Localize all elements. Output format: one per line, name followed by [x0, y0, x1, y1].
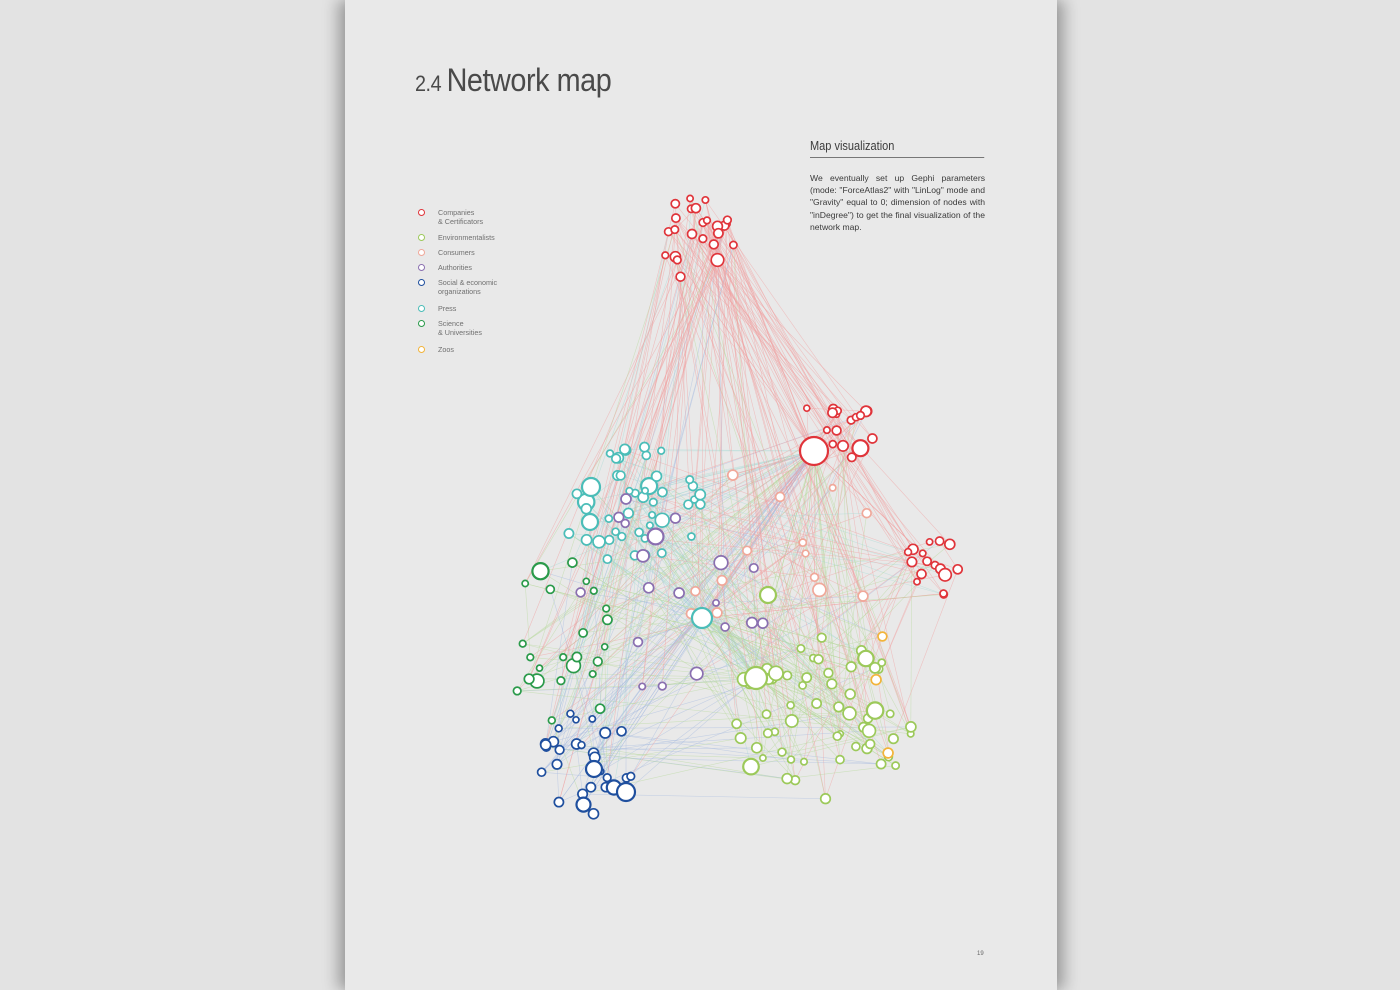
- network-node: [752, 743, 762, 753]
- network-node: [843, 707, 856, 720]
- network-node: [687, 195, 693, 201]
- network-node: [582, 514, 598, 530]
- network-node: [602, 644, 608, 650]
- network-node: [940, 590, 947, 597]
- network-node: [830, 485, 836, 491]
- network-node: [769, 666, 783, 680]
- network-node: [906, 722, 916, 732]
- network-node: [868, 434, 877, 443]
- network-node: [684, 500, 693, 509]
- network-node: [858, 651, 873, 666]
- network-node: [724, 216, 732, 224]
- network-node: [552, 760, 561, 769]
- page-number: 19: [977, 951, 984, 957]
- network-node: [648, 529, 664, 545]
- network-node: [743, 546, 752, 555]
- network-node: [838, 441, 848, 451]
- network-node: [640, 443, 649, 452]
- network-node: [527, 654, 534, 661]
- network-node: [821, 794, 831, 804]
- network-node: [519, 640, 526, 647]
- network-node: [878, 632, 887, 641]
- network-node: [652, 471, 662, 481]
- network-node: [802, 673, 811, 682]
- network-node: [824, 427, 830, 433]
- network-node: [688, 533, 695, 540]
- network-node: [612, 454, 621, 463]
- network-edge: [675, 230, 843, 446]
- network-node: [674, 588, 684, 598]
- network-node: [750, 564, 758, 572]
- network-node: [618, 533, 626, 541]
- network-node: [560, 654, 567, 661]
- network-node: [704, 217, 711, 224]
- network-node: [548, 717, 555, 724]
- network-node: [800, 437, 828, 465]
- network-map: [345, 0, 1057, 990]
- network-node: [557, 677, 565, 685]
- network-node: [745, 667, 767, 689]
- network-node: [764, 729, 772, 737]
- network-node: [541, 740, 551, 750]
- network-node: [586, 761, 602, 777]
- network-edge: [675, 204, 702, 618]
- network-node: [813, 583, 826, 596]
- network-node: [658, 448, 665, 455]
- network-node: [846, 662, 856, 672]
- network-edge: [676, 218, 814, 451]
- network-node: [712, 608, 722, 618]
- network-node: [691, 587, 700, 596]
- network-node: [762, 710, 770, 718]
- network-node: [695, 490, 705, 500]
- network-node: [522, 580, 528, 586]
- network-node: [567, 710, 574, 717]
- network-node: [568, 558, 577, 567]
- network-node: [671, 226, 678, 233]
- network-node: [814, 655, 823, 664]
- network-node: [920, 550, 926, 556]
- network-node: [659, 682, 667, 690]
- network-node: [797, 645, 804, 652]
- network-node: [603, 774, 611, 782]
- network-node: [760, 755, 766, 761]
- document-page: [345, 0, 1057, 990]
- network-node: [537, 665, 543, 671]
- network-node: [573, 717, 579, 723]
- network-node: [833, 732, 841, 740]
- network-node: [600, 728, 610, 738]
- network-node: [858, 591, 868, 601]
- network-node: [783, 671, 791, 679]
- network-node: [887, 710, 894, 717]
- legend-label: Social & economic organizations: [438, 278, 498, 296]
- network-edge: [557, 764, 559, 802]
- network-node: [616, 471, 625, 480]
- network-node: [564, 529, 573, 538]
- network-node: [953, 565, 962, 574]
- network-node: [817, 633, 826, 642]
- network-node: [658, 549, 666, 557]
- network-node: [736, 733, 746, 743]
- network-node: [804, 405, 810, 411]
- network-node: [644, 583, 654, 593]
- network-node: [743, 759, 759, 775]
- network-node: [572, 489, 581, 498]
- network-node: [642, 451, 650, 459]
- network-node: [627, 773, 635, 781]
- network-node: [617, 783, 635, 801]
- network-node: [590, 671, 596, 677]
- network-node: [758, 618, 768, 628]
- network-node: [637, 550, 649, 562]
- network-node: [582, 535, 592, 545]
- network-node: [576, 588, 585, 597]
- network-node: [686, 476, 693, 483]
- network-node: [799, 682, 806, 689]
- network-node: [892, 762, 899, 769]
- network-node: [782, 774, 792, 784]
- network-node: [605, 515, 612, 522]
- legend-label: Zoos: [438, 345, 454, 354]
- network-node: [603, 615, 612, 624]
- section-title: Network map: [446, 62, 612, 98]
- network-node: [787, 702, 794, 709]
- network-node: [786, 715, 798, 727]
- network-node: [532, 563, 548, 579]
- network-node: [674, 256, 682, 264]
- legend-label: Environmentalists: [438, 233, 495, 242]
- network-node: [591, 588, 598, 595]
- network-node: [691, 667, 703, 679]
- network-node: [832, 426, 841, 435]
- network-node: [863, 724, 876, 737]
- network-node: [778, 748, 786, 756]
- network-node: [583, 578, 589, 584]
- network-edge: [911, 562, 912, 734]
- network-node: [647, 522, 653, 528]
- network-node: [572, 652, 581, 661]
- network-node: [642, 488, 648, 494]
- network-node: [513, 687, 521, 695]
- network-edge: [692, 234, 908, 552]
- legend-label: Science & Universities: [438, 319, 482, 337]
- network-node: [709, 240, 718, 249]
- network-node: [829, 441, 836, 448]
- network-node: [594, 657, 603, 666]
- note-heading: Map visualization: [810, 139, 984, 158]
- network-node: [555, 725, 562, 732]
- network-node: [621, 520, 629, 528]
- network-node: [905, 549, 912, 556]
- network-node: [524, 674, 534, 684]
- network-node: [555, 746, 564, 755]
- network-node: [671, 200, 679, 208]
- network-node: [620, 444, 630, 454]
- network-node: [579, 629, 587, 637]
- network-node: [603, 555, 611, 563]
- network-node: [936, 537, 944, 545]
- legend-label: Consumers: [438, 248, 475, 257]
- network-node: [596, 704, 605, 713]
- network-node: [634, 638, 643, 647]
- network-node: [649, 512, 655, 518]
- network-node: [811, 573, 819, 581]
- network-node: [671, 513, 681, 523]
- network-node: [788, 756, 795, 763]
- network-node: [871, 675, 881, 685]
- network-node: [713, 600, 719, 606]
- network-node: [577, 798, 591, 812]
- network-node: [582, 478, 600, 496]
- network-node: [635, 528, 643, 536]
- network-node: [691, 204, 700, 213]
- network-node: [655, 513, 669, 527]
- network-node: [760, 587, 776, 603]
- note-text: We eventually set up Gephi parameters (mode: "ForceAtlas2" with "LinLog" mode and "Gravity" equal to 0; dimension of nodes with "inDegree") to get the final visualization of the network map.: [810, 173, 985, 232]
- network-node: [845, 689, 855, 699]
- network-node: [801, 759, 807, 765]
- network-edge: [577, 245, 733, 494]
- network-node: [907, 557, 916, 566]
- network-node: [939, 569, 951, 581]
- network-node: [828, 408, 837, 417]
- network-node: [827, 679, 837, 689]
- network-node: [554, 798, 563, 807]
- network-edge: [692, 234, 807, 408]
- network-node: [624, 508, 634, 518]
- network-node: [862, 509, 871, 518]
- network-node: [702, 197, 708, 203]
- network-node: [672, 214, 680, 222]
- network-node: [586, 783, 595, 792]
- network-node: [621, 494, 631, 504]
- network-node: [732, 719, 741, 728]
- network-node: [717, 576, 726, 585]
- network-node: [617, 727, 626, 736]
- network-node: [834, 702, 843, 711]
- network-node: [852, 743, 860, 751]
- network-node: [688, 230, 697, 239]
- legend-label: Press: [438, 304, 457, 313]
- network-node: [728, 470, 738, 480]
- network-node: [581, 504, 591, 514]
- network-edge: [703, 223, 917, 582]
- network-node: [867, 702, 883, 718]
- network-node: [802, 550, 809, 557]
- network-node: [589, 716, 595, 722]
- network-node: [877, 759, 886, 768]
- section-number: 2.4: [415, 71, 442, 96]
- network-node: [927, 539, 933, 545]
- network-node: [923, 557, 931, 565]
- network-node: [836, 756, 844, 764]
- network-node: [914, 579, 920, 585]
- network-node: [730, 241, 737, 248]
- network-node: [589, 809, 599, 819]
- legend-label: Authorities: [438, 263, 472, 272]
- network-node: [593, 536, 605, 548]
- network-node: [662, 252, 669, 259]
- network-node: [945, 539, 955, 549]
- network-node: [866, 740, 875, 749]
- network-node: [776, 492, 785, 501]
- network-node: [538, 768, 546, 776]
- network-node: [852, 440, 868, 456]
- network-node: [639, 683, 645, 689]
- legend-label: Companies & Certificators: [438, 208, 484, 226]
- network-node: [692, 608, 712, 628]
- network-node: [699, 235, 707, 243]
- network-node: [812, 699, 821, 708]
- network-node: [578, 742, 585, 749]
- network-node: [747, 618, 757, 628]
- network-node: [917, 570, 926, 579]
- network-node: [603, 605, 610, 612]
- network-node: [857, 412, 865, 420]
- network-node: [824, 669, 833, 678]
- network-node: [650, 499, 657, 506]
- network-edge: [858, 444, 950, 544]
- network-node: [546, 585, 554, 593]
- network-node: [883, 748, 893, 758]
- network-node: [799, 539, 806, 546]
- network-node: [714, 556, 728, 570]
- network-node: [721, 623, 729, 631]
- network-node: [714, 229, 723, 238]
- network-node: [889, 734, 898, 743]
- network-node: [711, 254, 724, 267]
- network-node: [658, 488, 667, 497]
- network-node: [676, 272, 685, 281]
- network-node: [605, 536, 614, 545]
